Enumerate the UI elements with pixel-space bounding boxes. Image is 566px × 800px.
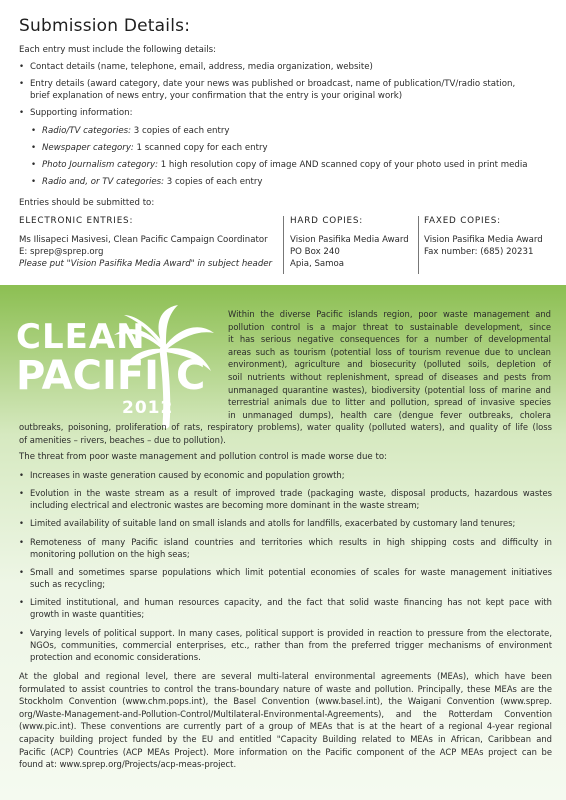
threat-item: • Small and sometimes sparse populations which limit potential economies of scales for waste management initiatives such as recycling;	[30, 566, 552, 590]
threat-item: • Limited availability of suitable land on small islands and atolls for landfills, exacerbated by customary land tenures;	[30, 517, 552, 529]
electronic-heading: ELECTRONIC ENTRIES:	[19, 216, 134, 226]
divider-2	[418, 216, 419, 274]
hard-line1: Vision Pasifika Media Award	[290, 235, 409, 245]
divider-1	[283, 216, 284, 274]
threat-item: • Remoteness of many Pacific island countries and territories which results in high shipping costs and difficulty in monitoring pollution on the high seas;	[30, 536, 552, 560]
intro-paragraph-continued: outbreaks, poisoning, proliferation of rats, respiratory problems), water quality (polluted waters), and quality of life (loss of amenities – rivers, beaches – due to pollution).	[19, 422, 552, 445]
mea-paragraph: At the global and regional level, there are several multi-lateral environmental agreements (MEAs), which have been formulated to assist countries to control the trans-boundary nature of waste and pollution. Principally, these MEAs are the Stockholm Convention (www.chm.pops.int), the Basel Convention (www.basel.int), the Waigani Convention (www.sprep. org/Waste-Management-and-Pollution-Control/Multilateral-Environmental-Agreements), and the Rotterdam Convention (www.pic.int). These conventions are currently part of a group of MEAs that is at the heart of a regional 4-year regional capacity building project funded by the EU and entitled "Capacity Building related to MEAs in African, Caribbean and Pacific (ACP) Countries (ACP MEAs Project). More information on the Pacific component of the ACP MEAs project can be found at: www.sprep.org/Projects/acp-meas-project.	[19, 671, 552, 770]
threat-item: • Evolution in the waste stream as a result of improved trade (packaging waste, disposal products, hazardous wastes including electrical and electronic wastes are becoming more dominant in the waste stream;	[30, 487, 552, 511]
threat-item: • Increases in waste generation caused by economic and population growth;	[30, 469, 552, 481]
electronic-note: Please put "Vision Pasifika Media Award" in subject header	[19, 259, 273, 269]
electronic-contact: Ms Ilisapeci Masivesi, Clean Pacific Campaign Coordinator	[19, 235, 268, 245]
faxed-heading: FAXED COPIES:	[424, 216, 501, 226]
faxed-line1: Vision Pasifika Media Award	[424, 235, 543, 245]
sub-bullet-newspaper: • Newspaper category: 1 scanned copy for each entry	[42, 143, 268, 155]
threat-item: • Limited institutional, and human resources capacity, and the fact that solid waste financing has not kept pace with growth in waste quantities;	[30, 596, 552, 620]
hard-heading: HARD COPIES:	[290, 216, 363, 226]
logo-word-c: C	[176, 353, 206, 399]
sub-bullet-radio-tv: • Radio/TV categories: 3 copies of each entry	[42, 126, 230, 138]
threat-item: • Varying levels of political support. In many cases, political support is provided in reaction to pressure from the electorate, NGOs, communities, commercial enterprises, etc., rather than from the preferred trigger mechanisms of environment protection and economic considerations.	[30, 627, 552, 664]
clean-pacific-logo	[16, 305, 221, 435]
bullet-entry: • Entry details (award category, date your news was published or broadcast, name of publication/TV/radio station,	[30, 79, 515, 91]
hard-line3: Apia, Samoa	[290, 259, 345, 269]
faxed-fax: Fax number: (685) 20231	[424, 247, 534, 257]
bullet-entry-cont: brief explanation of news entry, your confirmation that the entry is your original work)	[30, 91, 403, 101]
logo-year: 2012	[122, 398, 174, 418]
sub-bullet-radio-or-tv: • Radio and, or TV categories: 3 copies of each entry	[42, 177, 262, 189]
logo-word-pacifi: PACIFI	[16, 353, 160, 399]
threat-intro: The threat from poor waste management and pollution control is made worse due to:	[19, 452, 387, 462]
intro-paragraph: Within the diverse Pacific islands region, poor waste management and pollution control is a major threat to sustainable development, since it has serious negative consequences for a number of developmental areas such as tourism (potential loss of tourism revenue due to unclean environment), agriculture and biosecurity (polluted soils, depletion of soil nutrients without replenishment, spread of diseases and pests from unmanaged quarantine wastes), biodiversity (potential loss of marine and terrestrial animals due to litter and pollution, spread of invasive species in unmanaged dumps), health care (dengue fever outbreaks, cholera	[228, 309, 551, 420]
submission-section	[0, 0, 566, 285]
electronic-email[interactable]: E: sprep@sprep.org	[19, 247, 104, 257]
submission-intro: Each entry must include the following details:	[19, 45, 217, 55]
clean-pacific-section	[0, 285, 566, 800]
bullet-contact: • Contact details (name, telephone, email, address, media organization, website)	[30, 62, 373, 74]
submit-to-label: Entries should be submitted to:	[19, 198, 155, 208]
sub-bullet-photo: • Photo Journalism category: 1 high resolution copy of image AND scanned copy of your photo used in print media	[42, 160, 528, 172]
logo-word-clean: CLEAN	[16, 317, 146, 357]
submission-title: Submission Details:	[19, 16, 191, 36]
hard-line2: PO Box 240	[290, 247, 340, 257]
bullet-supporting: • Supporting information:	[30, 108, 133, 120]
